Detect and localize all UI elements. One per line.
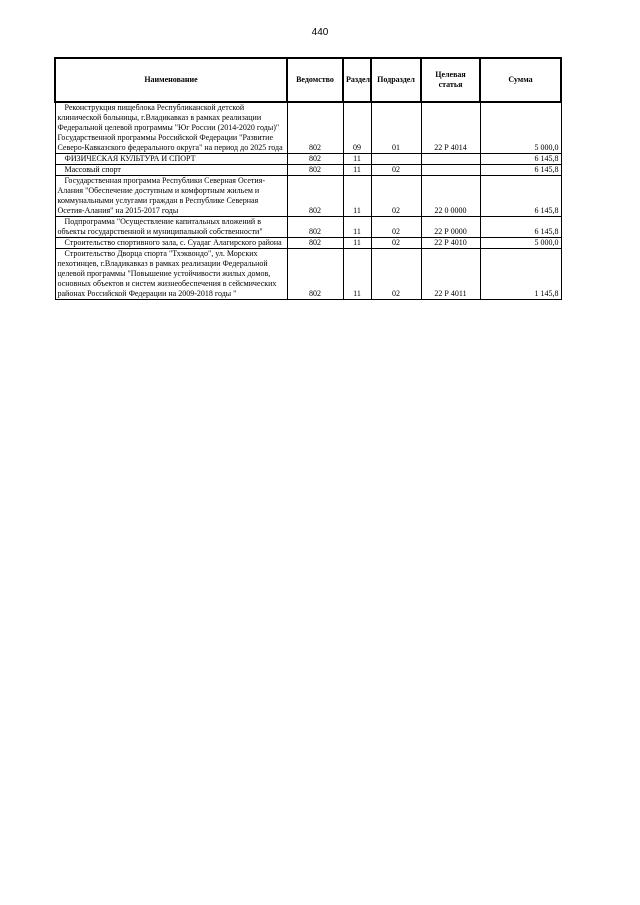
header-razdel: Раздел [343, 58, 371, 102]
row-name: Строительство Дворца спорта "Тхэквондо", ул. Морских пехотинцев, г.Владикавказ в рамках реализации Федеральной целевой программы "Повышение устойчивости жилых домов, основных объектов и систем жизнеобеспечения в сейсмических районах Российской Федерации на 2009-2018 годы " [55, 249, 287, 300]
row-celevaya-statya [421, 154, 480, 165]
row-podrazdel: 02 [371, 238, 421, 249]
row-name: Государственная программа Республики Северная Осетия-Алания "Обеспечение доступным и комфортным жильем и коммунальными услугами граждан в Республике Северная Осетия-Алания" на 2015-2017 годы [55, 176, 287, 217]
row-summa: 5 000,0 [480, 102, 561, 154]
row-razdel: 11 [343, 238, 371, 249]
row-razdel: 09 [343, 102, 371, 154]
row-vedomstvo: 802 [287, 238, 343, 249]
row-podrazdel: 02 [371, 249, 421, 300]
table-header-row [55, 58, 561, 102]
table-row [55, 102, 561, 154]
budget-table [54, 57, 562, 300]
row-name: ФИЗИЧЕСКАЯ КУЛЬТУРА И СПОРТ [55, 154, 287, 165]
row-summa: 6 145,8 [480, 217, 561, 238]
table-row [55, 154, 561, 165]
page-number: 440 [311, 27, 329, 38]
row-vedomstvo: 802 [287, 176, 343, 217]
row-summa: 6 145,8 [480, 154, 561, 165]
row-vedomstvo: 802 [287, 217, 343, 238]
row-razdel: 11 [343, 154, 371, 165]
row-vedomstvo: 802 [287, 154, 343, 165]
row-razdel: 11 [343, 217, 371, 238]
row-name: Строительство спортивного зала, с. Суадаг Алагирского района [55, 238, 287, 249]
row-vedomstvo: 802 [287, 165, 343, 176]
header-summa: Сумма [480, 58, 561, 102]
row-celevaya-statya: 22 Р 4010 [421, 238, 480, 249]
row-celevaya-statya: 22 Р 4014 [421, 102, 480, 154]
row-podrazdel: 02 [371, 176, 421, 217]
header-celevaya-statya: Целевая статья [421, 58, 480, 102]
row-celevaya-statya: 22 0 0000 [421, 176, 480, 217]
table-row [55, 176, 561, 217]
table-row [55, 217, 561, 238]
row-name: Реконструкция пищеблока Республиканской детской клинической больницы, г.Владикавказ в рамках реализации Федеральной целевой программы "Юг России (2014-2020 годы)" Государственной программы Российской Федерации "Развитие Северо-Кавказского федерального округа" на период до 2025 года [55, 102, 287, 154]
table-row [55, 238, 561, 249]
header-vedomstvo: Ведомство [287, 58, 343, 102]
row-summa: 5 000,0 [480, 238, 561, 249]
row-podrazdel [371, 154, 421, 165]
row-name: Массовый спорт [55, 165, 287, 176]
table-row [55, 165, 561, 176]
row-summa: 6 145,8 [480, 165, 561, 176]
header-podrazdel: Подраздел [371, 58, 421, 102]
row-name: Подпрограмма "Осуществление капитальных вложений в объекты государственной и муниципальной собственности" [55, 217, 287, 238]
row-summa: 1 145,8 [480, 249, 561, 300]
row-celevaya-statya [421, 165, 480, 176]
row-celevaya-statya: 22 Р 0000 [421, 217, 480, 238]
row-podrazdel: 01 [371, 102, 421, 154]
row-vedomstvo: 802 [287, 102, 343, 154]
row-podrazdel: 02 [371, 165, 421, 176]
row-vedomstvo: 802 [287, 249, 343, 300]
row-podrazdel: 02 [371, 217, 421, 238]
row-razdel: 11 [343, 165, 371, 176]
table-row [55, 249, 561, 300]
header-name: Наименование [55, 58, 287, 102]
row-razdel: 11 [343, 176, 371, 217]
row-summa: 6 145,8 [480, 176, 561, 217]
row-razdel: 11 [343, 249, 371, 300]
row-celevaya-statya: 22 Р 4011 [421, 249, 480, 300]
